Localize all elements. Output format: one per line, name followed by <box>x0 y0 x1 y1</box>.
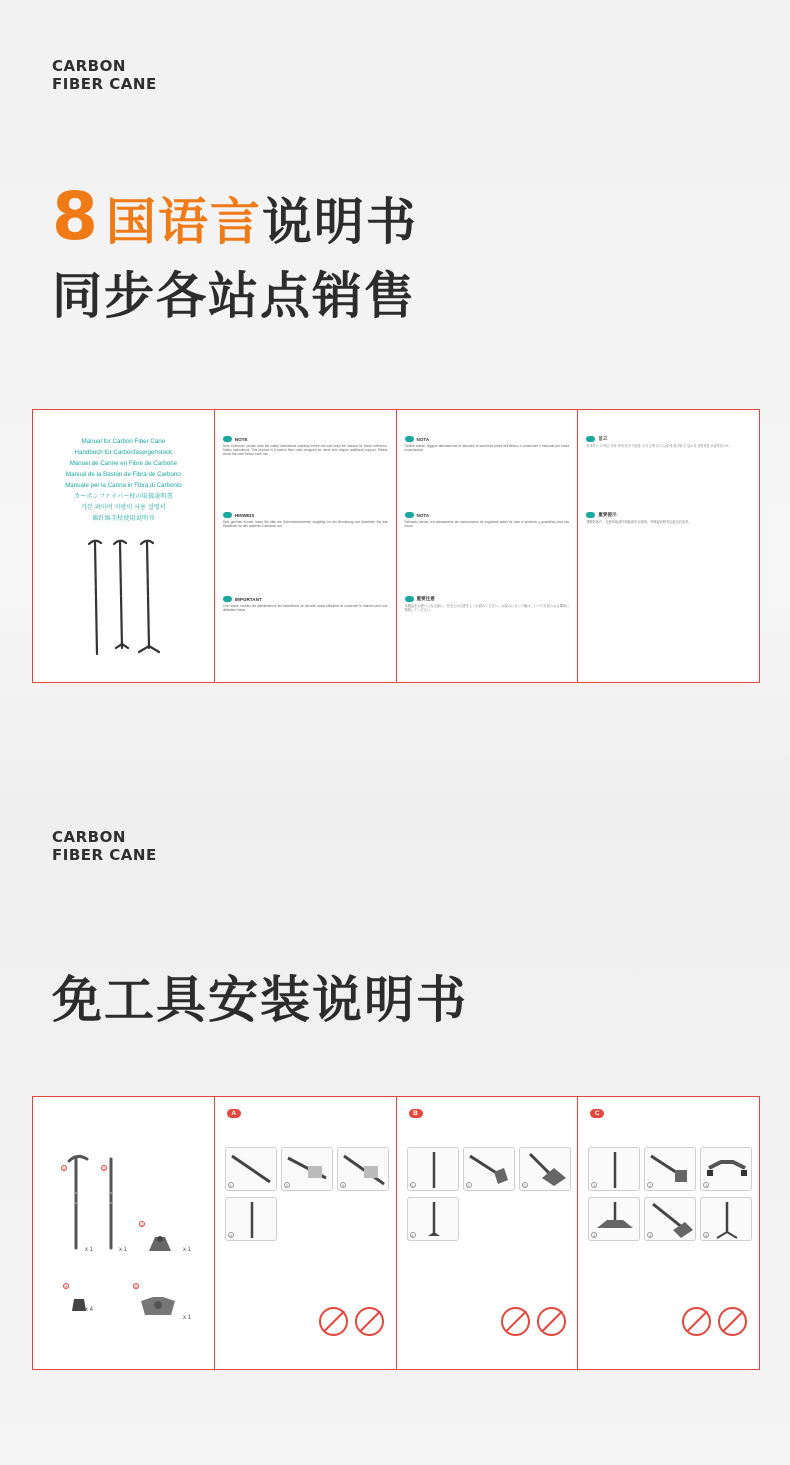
lang-section-fr <box>223 596 388 612</box>
part-number: ① <box>62 1166 66 1171</box>
cover-title: Manual for Carbon Fiber Cane <box>81 438 166 445</box>
brand-label <box>52 57 157 93</box>
cover-title: Manual de la Bastón de Fibra de Carbono <box>65 471 181 478</box>
part-quantity: x 1 <box>119 1247 128 1253</box>
no-children-warning-icon <box>501 1307 530 1336</box>
lang-section-de <box>223 512 388 528</box>
headline-install: 免工具安装说明书 <box>52 971 468 1029</box>
step-c-panel <box>578 1097 759 1369</box>
foot-base-illustration <box>137 1293 179 1323</box>
headline-subline: 同步各站点销售 <box>52 267 416 325</box>
cover-title: Manuale per la Canna in Fibra di Carbonio <box>65 482 182 489</box>
brand-label-2 <box>52 828 157 864</box>
flag-icon <box>405 596 414 602</box>
lang-text: Sehr geehrter Kunde, lesen Sie bitte die Sicherheitshinweise sorgfältig vor der Benutzung und bewahren Sie das Handbuch für den späteren Gebrauch auf. <box>222 520 388 529</box>
manual-sheet <box>32 409 760 683</box>
cane-illustration <box>83 536 165 661</box>
flag-icon <box>223 596 232 602</box>
cover-title: Handbuch für Carbonfasergehstock <box>74 449 173 456</box>
brand-line-1: CARBON <box>52 828 126 846</box>
step-a-panel <box>215 1097 397 1369</box>
step-figure: 2 <box>644 1147 696 1191</box>
lang-text: Dear Customer, please read the safety instructions carefully before use and keep the manual for future reference. Safety instructions: This product is a carbon fiber cane designed for users who require additional support. Please check the cane before each use. <box>222 444 388 457</box>
manual-panel-4 <box>578 410 759 682</box>
step-figure: 4 <box>225 1197 277 1241</box>
lang-name: NOTA <box>416 436 430 442</box>
lang-text: 本製品をお使いになる前に、安全上の注意をよくお読みください。お読みになった後は、いつでも見られる場所に保管してください。 <box>404 604 570 613</box>
step-figure: 1 <box>588 1147 640 1191</box>
flag-icon <box>405 436 414 442</box>
part-quantity: x 1 <box>183 1315 192 1321</box>
flag-icon <box>223 512 232 518</box>
step-figure: 3 <box>337 1147 389 1191</box>
no-climbing-warning-icon <box>718 1307 747 1336</box>
lang-text: Cher client, veuillez lire attentivement les instructions de sécurité avant utilisation et conserver le manuel pour une utilisation future. <box>222 604 388 613</box>
manual-panel-2 <box>215 410 397 682</box>
lang-section-es <box>405 512 570 528</box>
lang-text: Estimado cliente, lea atentamente las instrucciones de seguridad antes de usar el producto y guárdelas para uso futuro. <box>404 520 570 529</box>
step-figure: 4 <box>407 1197 459 1241</box>
quad-base-illustration <box>145 1231 175 1257</box>
lang-name: 重要提示 <box>598 512 617 517</box>
manual-panel-3 <box>397 410 579 682</box>
headline-orange-text: 国语言 <box>105 193 262 251</box>
no-climbing-warning-icon <box>355 1307 384 1336</box>
brand-line-2: FIBER CANE <box>52 846 157 864</box>
part-quantity: x 1 <box>183 1247 192 1253</box>
flag-icon <box>223 436 232 442</box>
lang-name: NOTE <box>234 436 248 442</box>
step-badge: A <box>227 1109 241 1118</box>
part-number: ⑤ <box>134 1284 138 1289</box>
lang-section-it <box>405 436 570 452</box>
lang-name: NOTA <box>416 512 430 518</box>
lang-name: HINWEIS <box>234 512 255 518</box>
part-number: ④ <box>64 1284 68 1289</box>
step-figure: 1 <box>407 1147 459 1191</box>
step-figure: 6 <box>700 1197 752 1241</box>
step-figure: 2 <box>281 1147 333 1191</box>
brand-line-2: FIBER CANE <box>52 75 157 93</box>
cover-titles <box>33 436 214 524</box>
flag-icon <box>586 436 595 442</box>
cover-title: 碳纤维手杖使用说明书 <box>92 515 155 522</box>
install-sheet <box>32 1096 760 1370</box>
no-climbing-warning-icon <box>537 1307 566 1336</box>
lang-name: 참고 <box>598 436 608 441</box>
lang-section-en <box>223 436 388 457</box>
lang-text: 尊敬的客户，在使用前请仔细阅读安全说明，并保留说明书以备日后参考。 <box>586 520 692 524</box>
lang-text: Gentile cliente, leggere attentamente le istruzioni di sicurezza prima dell'utilizzo e conservare il manuale per future consultazioni. <box>404 444 570 453</box>
manual-cover-panel <box>33 410 215 682</box>
part-quantity: x 1 <box>85 1247 94 1253</box>
headline-dark-text: 说明书 <box>261 193 418 251</box>
step-figure: 2 <box>463 1147 515 1191</box>
no-children-warning-icon <box>319 1307 348 1336</box>
flag-icon <box>586 512 595 518</box>
flag-icon <box>405 512 414 518</box>
step-figure: 1 <box>225 1147 277 1191</box>
lang-text: 친애하는 고객님, 사용 전에 안전 지침을 주의 깊게 읽고 나중에 참고할 수 있도록 설명서를 보관하십시오. <box>586 444 730 448</box>
headline-languages <box>52 178 418 255</box>
part-number: ② <box>102 1166 106 1171</box>
parts-panel <box>33 1097 215 1369</box>
step-figure: 5 <box>644 1197 696 1241</box>
lang-section-ja <box>405 596 570 612</box>
step-figure: 3 <box>700 1147 752 1191</box>
part-number: ③ <box>140 1222 144 1227</box>
step-b-panel <box>397 1097 579 1369</box>
part-quantity: x 4 <box>85 1307 94 1313</box>
headline-number: 8 <box>52 178 100 255</box>
lang-name: 重要注意 <box>416 596 435 601</box>
cover-title: 카본 파이버 지팡이 사용 설명서 <box>81 504 166 511</box>
brand-line-1: CARBON <box>52 57 126 75</box>
step-figure: 3 <box>519 1147 571 1191</box>
lang-section-ko <box>586 436 751 448</box>
step-badge: B <box>409 1109 423 1118</box>
step-badge: C <box>590 1109 604 1118</box>
lang-name: IMPORTANT <box>234 596 262 602</box>
step-figure: 4 <box>588 1197 640 1241</box>
lang-section-zh <box>586 512 751 524</box>
cover-title: カーボンファイバー杖の取扱説明書 <box>73 493 173 500</box>
no-children-warning-icon <box>682 1307 711 1336</box>
cover-title: Manuel de Canne en Fibre de Carbone <box>69 460 178 467</box>
